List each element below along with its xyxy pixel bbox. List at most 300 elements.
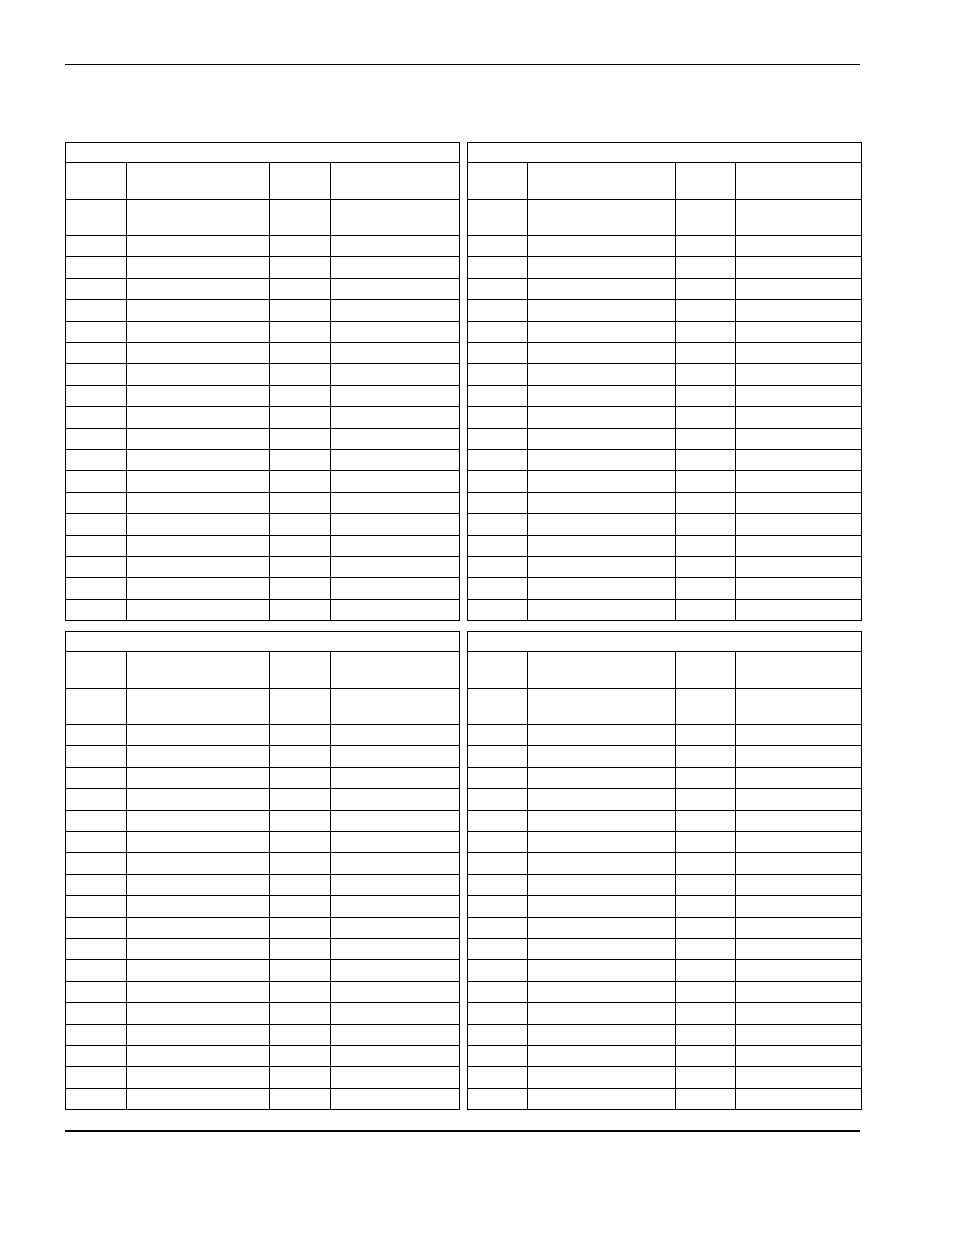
table-cell[interactable] bbox=[127, 257, 269, 277]
table-cell[interactable] bbox=[676, 343, 735, 363]
table-cell[interactable] bbox=[676, 1003, 735, 1023]
table-cell[interactable] bbox=[469, 725, 527, 745]
table-cell[interactable] bbox=[676, 832, 735, 852]
table-cell[interactable] bbox=[331, 1089, 459, 1109]
table-cell[interactable] bbox=[270, 343, 330, 363]
table-cell[interactable] bbox=[67, 450, 126, 470]
table-cell[interactable] bbox=[127, 279, 269, 299]
header-cell bbox=[528, 652, 675, 688]
table-cell[interactable] bbox=[736, 322, 861, 342]
table-cell[interactable] bbox=[469, 1089, 527, 1109]
table-cell[interactable] bbox=[736, 896, 861, 916]
table-cell[interactable] bbox=[67, 343, 126, 363]
table-cell[interactable] bbox=[469, 918, 527, 938]
table-cell[interactable] bbox=[67, 578, 126, 598]
table-cell[interactable] bbox=[528, 939, 675, 959]
table-cell[interactable] bbox=[469, 578, 527, 598]
table-cell[interactable] bbox=[270, 982, 330, 1002]
table-cell[interactable] bbox=[528, 768, 675, 788]
table-cell[interactable] bbox=[676, 300, 735, 320]
table-cell[interactable] bbox=[528, 279, 675, 299]
table-cell[interactable] bbox=[736, 939, 861, 959]
table-cell[interactable] bbox=[67, 600, 126, 620]
table-cell[interactable] bbox=[528, 578, 675, 598]
table-cell[interactable] bbox=[331, 768, 459, 788]
table-cell[interactable] bbox=[676, 1046, 735, 1066]
table-cell[interactable] bbox=[331, 364, 459, 384]
table-cell[interactable] bbox=[736, 600, 861, 620]
table-cell[interactable] bbox=[331, 407, 459, 427]
table-cell[interactable] bbox=[736, 832, 861, 852]
table-cell[interactable] bbox=[127, 514, 269, 534]
table-cell[interactable] bbox=[331, 1003, 459, 1023]
table-cell[interactable] bbox=[469, 853, 527, 873]
table-cell[interactable] bbox=[736, 768, 861, 788]
table-cell[interactable] bbox=[528, 322, 675, 342]
table-cell[interactable] bbox=[331, 450, 459, 470]
table-cell[interactable] bbox=[528, 789, 675, 809]
table-cell[interactable] bbox=[67, 1046, 126, 1066]
table-cell[interactable] bbox=[469, 811, 527, 831]
table-cell[interactable] bbox=[270, 746, 330, 766]
table-cell[interactable] bbox=[469, 960, 527, 980]
table-cell[interactable] bbox=[469, 407, 527, 427]
table-cell[interactable] bbox=[331, 536, 459, 556]
table-cell[interactable] bbox=[331, 257, 459, 277]
table-cell[interactable] bbox=[528, 557, 675, 577]
table-cell[interactable] bbox=[270, 725, 330, 745]
table-cell[interactable] bbox=[469, 600, 527, 620]
table-cell[interactable] bbox=[331, 300, 459, 320]
table-cell[interactable] bbox=[67, 789, 126, 809]
table-cell[interactable] bbox=[270, 279, 330, 299]
table-cell[interactable] bbox=[127, 875, 269, 895]
table-cell[interactable] bbox=[67, 918, 126, 938]
table-cell[interactable] bbox=[127, 236, 269, 256]
table-cell[interactable] bbox=[270, 557, 330, 577]
table-cell[interactable] bbox=[469, 1003, 527, 1023]
table-cell[interactable] bbox=[67, 407, 126, 427]
table-cell[interactable] bbox=[127, 1089, 269, 1109]
table-cell[interactable] bbox=[676, 257, 735, 277]
table-cell[interactable] bbox=[331, 493, 459, 513]
table-cell[interactable] bbox=[67, 493, 126, 513]
table-cell[interactable] bbox=[676, 875, 735, 895]
table-cell[interactable] bbox=[270, 364, 330, 384]
table-cell[interactable] bbox=[270, 1003, 330, 1023]
table-cell[interactable] bbox=[736, 450, 861, 470]
table-cell[interactable] bbox=[528, 1089, 675, 1109]
table-cell[interactable] bbox=[67, 832, 126, 852]
table-cell[interactable] bbox=[676, 1067, 735, 1087]
table-cell[interactable] bbox=[331, 600, 459, 620]
table-cell[interactable] bbox=[331, 1025, 459, 1045]
table-cell[interactable] bbox=[469, 279, 527, 299]
table-cell[interactable] bbox=[331, 471, 459, 491]
table-cell[interactable] bbox=[331, 236, 459, 256]
table-cell[interactable] bbox=[127, 1003, 269, 1023]
table-cell[interactable] bbox=[469, 557, 527, 577]
table-cell[interactable] bbox=[736, 1067, 861, 1087]
table-cell[interactable] bbox=[67, 1003, 126, 1023]
table-cell[interactable] bbox=[469, 450, 527, 470]
table-cell[interactable] bbox=[528, 300, 675, 320]
table-cell[interactable] bbox=[528, 536, 675, 556]
table-cell[interactable] bbox=[127, 960, 269, 980]
table-cell[interactable] bbox=[676, 471, 735, 491]
header-cell bbox=[127, 163, 269, 199]
table-cell[interactable] bbox=[469, 493, 527, 513]
table-cell[interactable] bbox=[736, 853, 861, 873]
table-cell[interactable] bbox=[67, 896, 126, 916]
table-cell[interactable] bbox=[528, 493, 675, 513]
table-cell[interactable] bbox=[469, 939, 527, 959]
table-cell[interactable] bbox=[127, 600, 269, 620]
table-cell[interactable] bbox=[270, 578, 330, 598]
table-cell[interactable] bbox=[469, 875, 527, 895]
table-cell[interactable] bbox=[270, 896, 330, 916]
table-cell[interactable] bbox=[67, 853, 126, 873]
table-cell[interactable] bbox=[331, 918, 459, 938]
table-cell[interactable] bbox=[736, 429, 861, 449]
table-cell[interactable] bbox=[270, 939, 330, 959]
table-cell[interactable] bbox=[270, 429, 330, 449]
table-cell[interactable] bbox=[469, 343, 527, 363]
table-cell[interactable] bbox=[469, 1046, 527, 1066]
table-cell[interactable] bbox=[676, 386, 735, 406]
table-cell[interactable] bbox=[528, 386, 675, 406]
table-cell[interactable] bbox=[331, 939, 459, 959]
table-cell[interactable] bbox=[736, 343, 861, 363]
table-cell[interactable] bbox=[528, 918, 675, 938]
table-cell[interactable] bbox=[736, 1089, 861, 1109]
table-cell[interactable] bbox=[736, 364, 861, 384]
table-cell[interactable] bbox=[736, 875, 861, 895]
table-cell[interactable] bbox=[528, 725, 675, 745]
footer-rule bbox=[65, 1130, 860, 1132]
table-cell[interactable] bbox=[67, 514, 126, 534]
table-cell[interactable] bbox=[528, 746, 675, 766]
table-cell[interactable] bbox=[469, 746, 527, 766]
table-cell[interactable] bbox=[469, 236, 527, 256]
table-cell[interactable] bbox=[676, 725, 735, 745]
table-cell[interactable] bbox=[736, 982, 861, 1002]
table-cell[interactable] bbox=[331, 322, 459, 342]
table-cell[interactable] bbox=[127, 1025, 269, 1045]
table-cell[interactable] bbox=[67, 746, 126, 766]
table-cell[interactable] bbox=[67, 725, 126, 745]
table-cell[interactable] bbox=[270, 1067, 330, 1087]
table-cell[interactable] bbox=[127, 832, 269, 852]
log-table-bottom-right bbox=[467, 631, 862, 1110]
table-cell[interactable] bbox=[736, 514, 861, 534]
table-cell[interactable] bbox=[676, 853, 735, 873]
table-cell[interactable] bbox=[331, 832, 459, 852]
table-cell[interactable] bbox=[270, 322, 330, 342]
table-cell[interactable] bbox=[736, 960, 861, 980]
table-cell[interactable] bbox=[67, 279, 126, 299]
table-cell[interactable] bbox=[270, 493, 330, 513]
table-cell[interactable] bbox=[127, 364, 269, 384]
table-cell[interactable] bbox=[331, 386, 459, 406]
table-cell[interactable] bbox=[469, 257, 527, 277]
table-cell[interactable] bbox=[528, 1046, 675, 1066]
table-cell[interactable] bbox=[67, 1089, 126, 1109]
table-cell[interactable] bbox=[67, 471, 126, 491]
table-cell[interactable] bbox=[127, 343, 269, 363]
table-cell[interactable] bbox=[528, 811, 675, 831]
table-cell[interactable] bbox=[127, 896, 269, 916]
table-cell[interactable] bbox=[469, 364, 527, 384]
table-cell[interactable] bbox=[736, 557, 861, 577]
table-cell[interactable] bbox=[67, 257, 126, 277]
table-cell[interactable] bbox=[127, 450, 269, 470]
table-cell[interactable] bbox=[270, 789, 330, 809]
table-cell[interactable] bbox=[736, 407, 861, 427]
table-cell[interactable] bbox=[528, 1067, 675, 1087]
table-cell[interactable] bbox=[736, 578, 861, 598]
table-cell[interactable] bbox=[67, 557, 126, 577]
table-cell[interactable] bbox=[127, 939, 269, 959]
table-cell[interactable] bbox=[528, 1025, 675, 1045]
table-cell[interactable] bbox=[469, 429, 527, 449]
table-cell[interactable] bbox=[528, 600, 675, 620]
table-cell[interactable] bbox=[270, 1089, 330, 1109]
table-cell[interactable] bbox=[676, 493, 735, 513]
table-cell[interactable] bbox=[676, 364, 735, 384]
table-cell[interactable] bbox=[127, 536, 269, 556]
header-cell bbox=[528, 689, 675, 724]
table-cell[interactable] bbox=[331, 896, 459, 916]
table-cell[interactable] bbox=[676, 896, 735, 916]
table-cell[interactable] bbox=[676, 450, 735, 470]
table-cell[interactable] bbox=[676, 536, 735, 556]
table-cell[interactable] bbox=[127, 407, 269, 427]
table-cell[interactable] bbox=[270, 236, 330, 256]
table-cell[interactable] bbox=[676, 746, 735, 766]
table-cell[interactable] bbox=[127, 918, 269, 938]
table-cell[interactable] bbox=[127, 789, 269, 809]
table-cell[interactable] bbox=[528, 343, 675, 363]
table-cell[interactable] bbox=[528, 832, 675, 852]
table-cell[interactable] bbox=[676, 789, 735, 809]
table-cell[interactable] bbox=[127, 471, 269, 491]
table-cell[interactable] bbox=[67, 322, 126, 342]
table-cell[interactable] bbox=[270, 811, 330, 831]
table-cell[interactable] bbox=[270, 960, 330, 980]
table-cell[interactable] bbox=[676, 960, 735, 980]
table-cell[interactable] bbox=[469, 514, 527, 534]
table-cell[interactable] bbox=[270, 1025, 330, 1045]
table-cell[interactable] bbox=[331, 343, 459, 363]
table-cell[interactable] bbox=[67, 364, 126, 384]
table-cell[interactable] bbox=[528, 236, 675, 256]
table-cell[interactable] bbox=[736, 746, 861, 766]
table-cell[interactable] bbox=[676, 407, 735, 427]
table-cell[interactable] bbox=[331, 789, 459, 809]
table-cell[interactable] bbox=[676, 578, 735, 598]
table-cell[interactable] bbox=[528, 407, 675, 427]
table-cell[interactable] bbox=[331, 1067, 459, 1087]
table-cell[interactable] bbox=[127, 1067, 269, 1087]
table-cell[interactable] bbox=[469, 300, 527, 320]
table-cell[interactable] bbox=[469, 832, 527, 852]
table-cell[interactable] bbox=[270, 853, 330, 873]
table-cell[interactable] bbox=[736, 279, 861, 299]
table-cell[interactable] bbox=[270, 514, 330, 534]
table-cell[interactable] bbox=[127, 429, 269, 449]
table-cell[interactable] bbox=[67, 811, 126, 831]
log-table-top-right bbox=[467, 142, 862, 621]
table-cell[interactable] bbox=[67, 300, 126, 320]
table-cell[interactable] bbox=[127, 322, 269, 342]
table-cell[interactable] bbox=[736, 236, 861, 256]
table-cell[interactable] bbox=[67, 960, 126, 980]
log-table-bottom-left bbox=[65, 631, 460, 1110]
header-cell bbox=[331, 200, 459, 235]
table-cell[interactable] bbox=[270, 450, 330, 470]
table-cell[interactable] bbox=[676, 279, 735, 299]
table-cell[interactable] bbox=[331, 578, 459, 598]
table-cell[interactable] bbox=[331, 1046, 459, 1066]
table-cell[interactable] bbox=[528, 982, 675, 1002]
table-cell[interactable] bbox=[736, 471, 861, 491]
table-cell[interactable] bbox=[67, 536, 126, 556]
table-cell[interactable] bbox=[736, 300, 861, 320]
table-cell[interactable] bbox=[528, 896, 675, 916]
table-cell[interactable] bbox=[127, 982, 269, 1002]
table-cell[interactable] bbox=[469, 386, 527, 406]
table-cell[interactable] bbox=[736, 789, 861, 809]
header-rule bbox=[65, 64, 860, 65]
table-cell[interactable] bbox=[127, 768, 269, 788]
table-cell[interactable] bbox=[528, 429, 675, 449]
table-cell[interactable] bbox=[676, 600, 735, 620]
table-cell[interactable] bbox=[469, 768, 527, 788]
table-cell[interactable] bbox=[736, 725, 861, 745]
table-cell[interactable] bbox=[469, 982, 527, 1002]
table-cell[interactable] bbox=[127, 493, 269, 513]
table-cell[interactable] bbox=[676, 918, 735, 938]
table-cell[interactable] bbox=[736, 811, 861, 831]
table-cell[interactable] bbox=[736, 1046, 861, 1066]
table-cell[interactable] bbox=[469, 471, 527, 491]
table-cell[interactable] bbox=[67, 768, 126, 788]
table-cell[interactable] bbox=[331, 960, 459, 980]
table-cell[interactable] bbox=[127, 1046, 269, 1066]
table-cell[interactable] bbox=[528, 1003, 675, 1023]
table-cell[interactable] bbox=[67, 939, 126, 959]
table-cell[interactable] bbox=[469, 1025, 527, 1045]
table-cell[interactable] bbox=[331, 811, 459, 831]
table-cell[interactable] bbox=[528, 450, 675, 470]
table-cell[interactable] bbox=[528, 853, 675, 873]
table-cell[interactable] bbox=[331, 853, 459, 873]
table-cell[interactable] bbox=[67, 386, 126, 406]
table-cell[interactable] bbox=[469, 322, 527, 342]
table-cell[interactable] bbox=[331, 746, 459, 766]
table-cell[interactable] bbox=[469, 536, 527, 556]
table-cell[interactable] bbox=[528, 960, 675, 980]
table-cell[interactable] bbox=[676, 429, 735, 449]
table-cell[interactable] bbox=[270, 300, 330, 320]
table-cell[interactable] bbox=[331, 875, 459, 895]
table-cell[interactable] bbox=[676, 1025, 735, 1045]
table-cell[interactable] bbox=[736, 493, 861, 513]
table-cell[interactable] bbox=[469, 896, 527, 916]
table-cell[interactable] bbox=[676, 811, 735, 831]
table-cell[interactable] bbox=[331, 557, 459, 577]
table-cell[interactable] bbox=[469, 1067, 527, 1087]
table-cell[interactable] bbox=[331, 982, 459, 1002]
table-cell[interactable] bbox=[127, 746, 269, 766]
table-cell[interactable] bbox=[127, 811, 269, 831]
table-cell[interactable] bbox=[67, 875, 126, 895]
table-cell[interactable] bbox=[270, 1046, 330, 1066]
table-cell[interactable] bbox=[736, 1025, 861, 1045]
table-cell[interactable] bbox=[676, 768, 735, 788]
table-cell[interactable] bbox=[736, 918, 861, 938]
table-cell[interactable] bbox=[331, 725, 459, 745]
table-cell[interactable] bbox=[528, 875, 675, 895]
table-cell[interactable] bbox=[127, 853, 269, 873]
table-cell[interactable] bbox=[270, 918, 330, 938]
table-cell[interactable] bbox=[528, 471, 675, 491]
table-cell[interactable] bbox=[270, 407, 330, 427]
table-cell[interactable] bbox=[676, 1089, 735, 1109]
table-cell[interactable] bbox=[270, 471, 330, 491]
table-cell[interactable] bbox=[331, 514, 459, 534]
panel-title bbox=[468, 143, 861, 163]
table-cell[interactable] bbox=[270, 600, 330, 620]
table-cell[interactable] bbox=[67, 1067, 126, 1087]
table-cell[interactable] bbox=[736, 257, 861, 277]
table-cell[interactable] bbox=[127, 578, 269, 598]
header-cell bbox=[469, 689, 527, 724]
table-cell[interactable] bbox=[270, 536, 330, 556]
table-cell[interactable] bbox=[67, 429, 126, 449]
table-cell[interactable] bbox=[127, 557, 269, 577]
table-cell[interactable] bbox=[736, 1003, 861, 1023]
table-cell[interactable] bbox=[528, 257, 675, 277]
table-cell[interactable] bbox=[676, 236, 735, 256]
table-cell[interactable] bbox=[67, 982, 126, 1002]
table-cell[interactable] bbox=[676, 557, 735, 577]
table-cell[interactable] bbox=[676, 982, 735, 1002]
table-cell[interactable] bbox=[270, 386, 330, 406]
table-cell[interactable] bbox=[469, 789, 527, 809]
header-cell bbox=[67, 689, 126, 724]
table-cell[interactable] bbox=[127, 725, 269, 745]
table-cell[interactable] bbox=[270, 832, 330, 852]
table-cell[interactable] bbox=[736, 536, 861, 556]
table-cell[interactable] bbox=[127, 386, 269, 406]
table-cell[interactable] bbox=[676, 322, 735, 342]
table-cell[interactable] bbox=[67, 1025, 126, 1045]
table-cell[interactable] bbox=[67, 236, 126, 256]
table-cell[interactable] bbox=[676, 939, 735, 959]
table-cell[interactable] bbox=[676, 514, 735, 534]
table-cell[interactable] bbox=[270, 257, 330, 277]
table-cell[interactable] bbox=[331, 429, 459, 449]
table-cell[interactable] bbox=[270, 875, 330, 895]
table-cell[interactable] bbox=[270, 768, 330, 788]
table-cell[interactable] bbox=[528, 514, 675, 534]
table-cell[interactable] bbox=[127, 300, 269, 320]
table-cell[interactable] bbox=[528, 364, 675, 384]
table-cell[interactable] bbox=[736, 386, 861, 406]
table-cell[interactable] bbox=[331, 279, 459, 299]
